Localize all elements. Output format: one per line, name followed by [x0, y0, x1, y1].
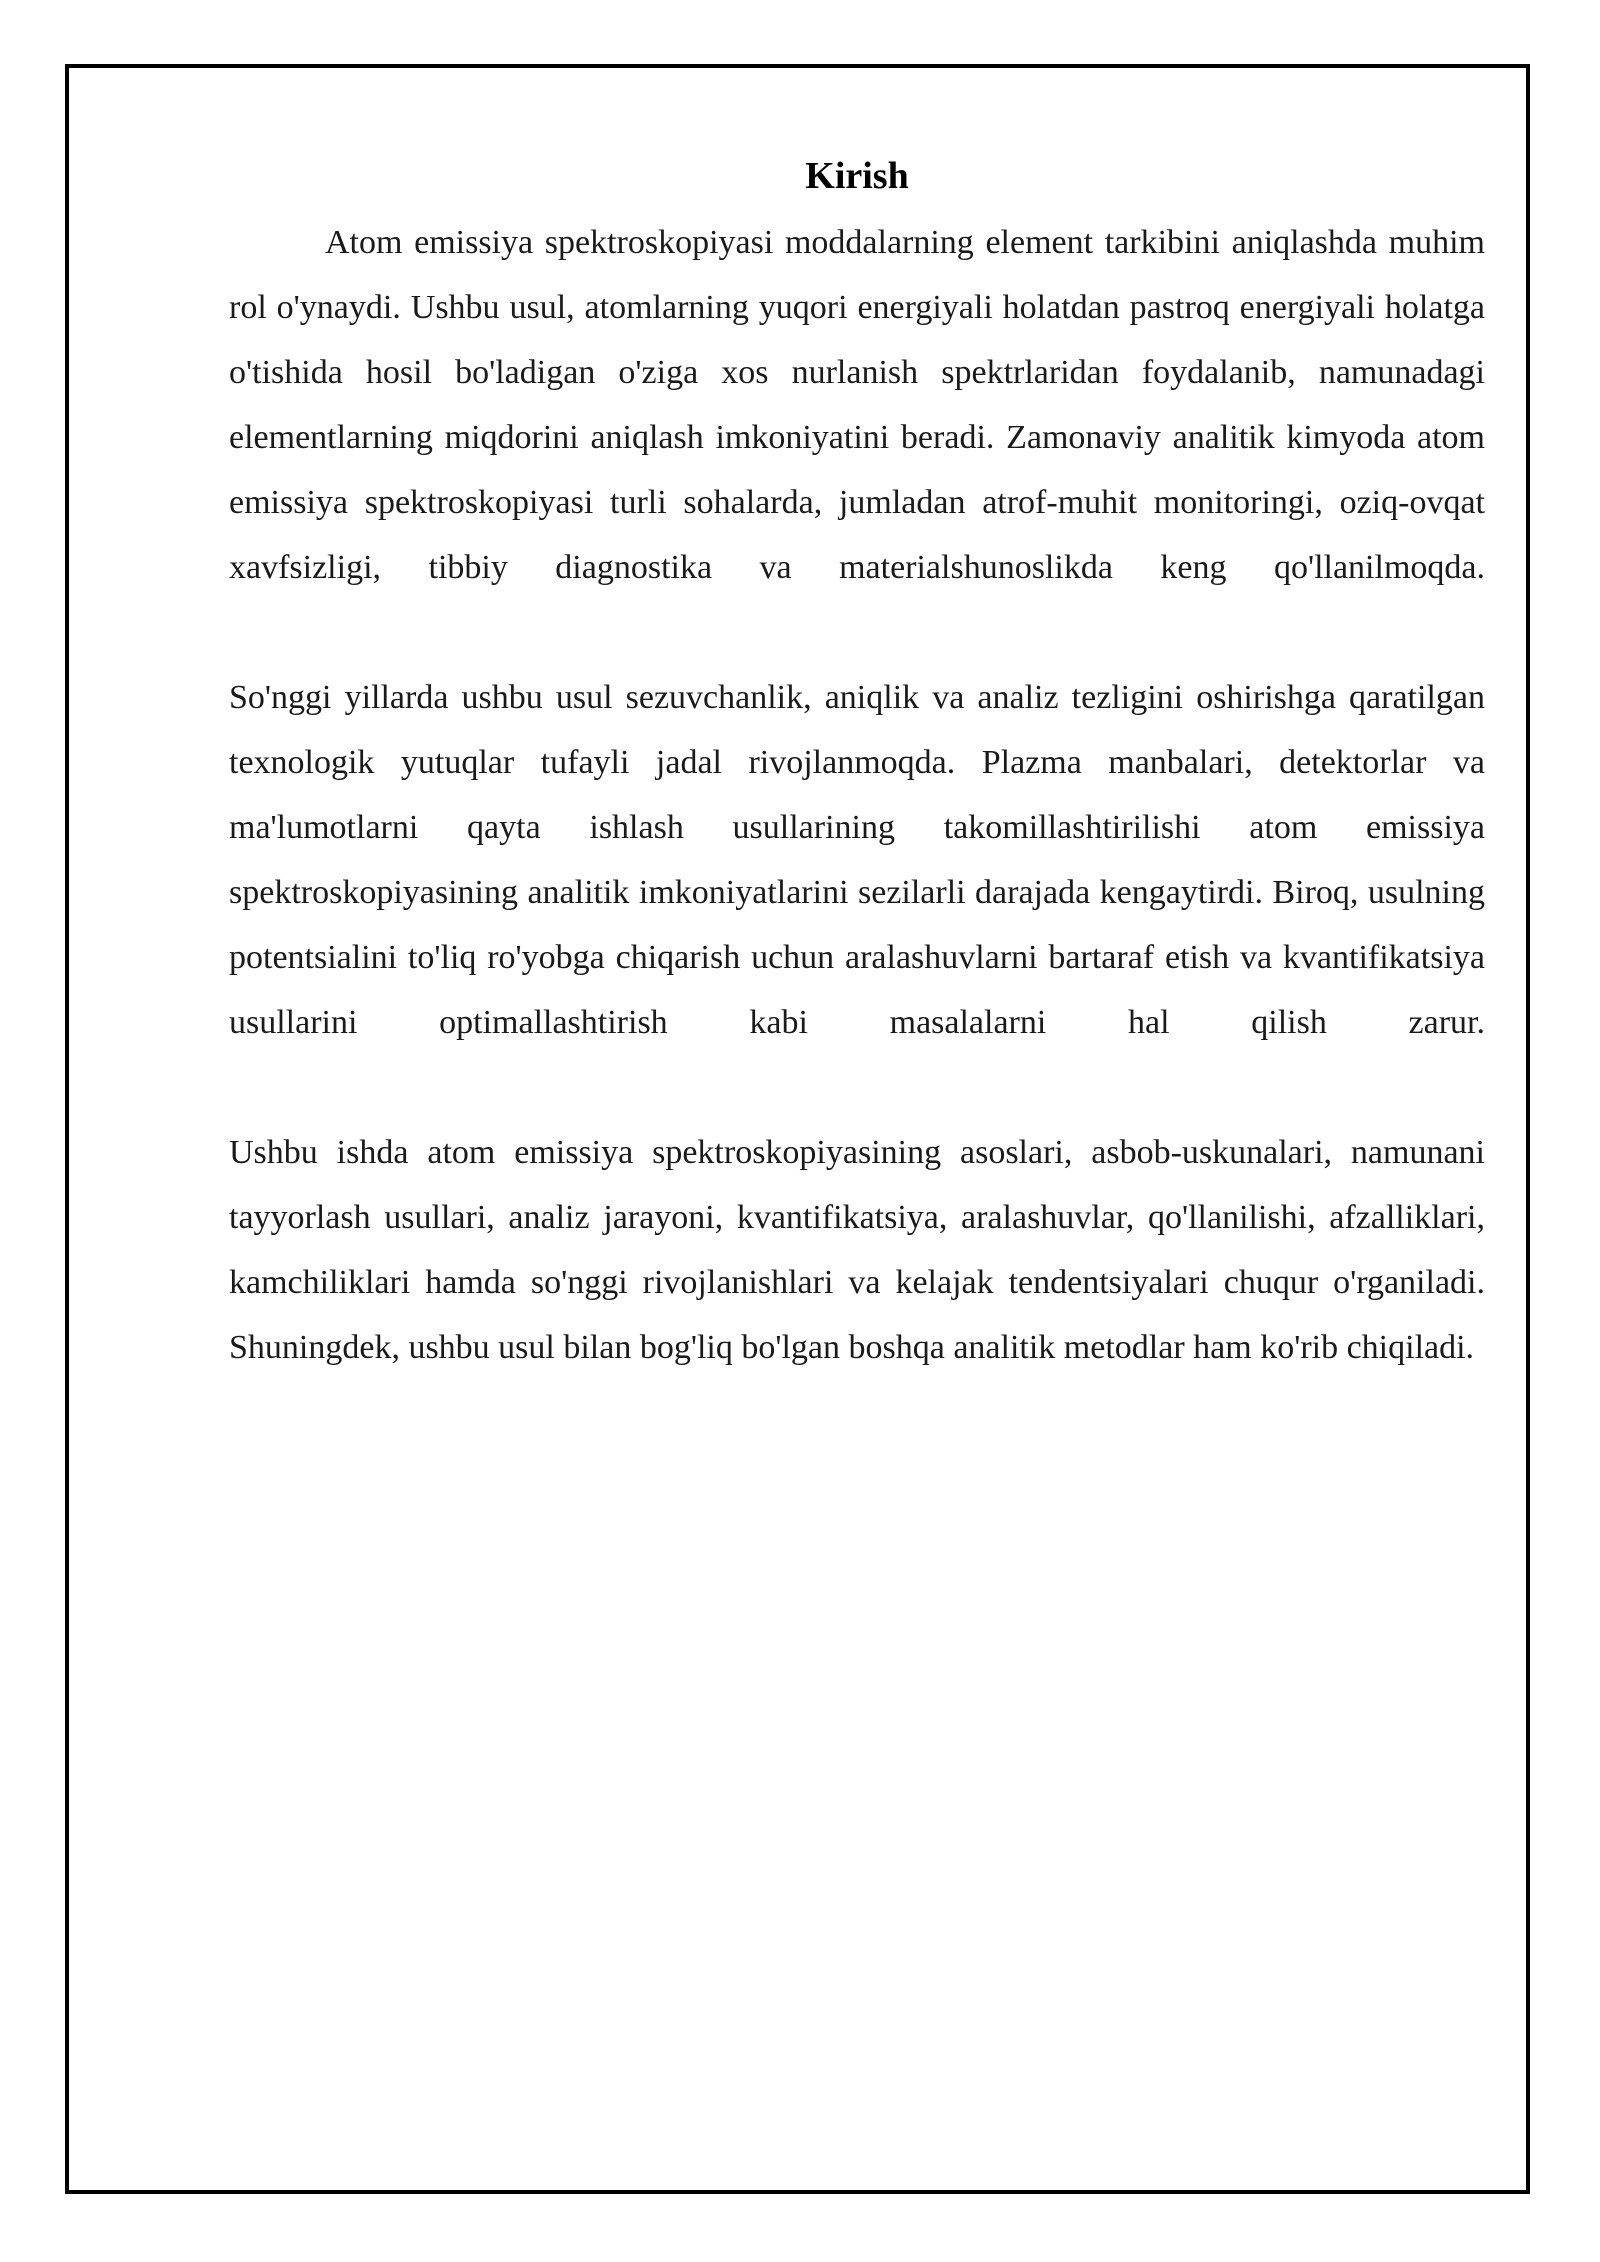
paragraph-scope: Ushbu ishda atom emissiya spektroskopiyasining asoslari, asbob-uskunalari, namunani tayyorlash usullari, analiz jarayoni, kvantifikatsiya, aralashuvlar, qo'llanilishi, afzalliklari, kamchiliklari hamda so'nggi rivojlanishlari va kelajak tendentsiyalari chuqur o'rganiladi. Shuningdek, ushbu usul bilan bog'liq bo'lgan boshqa analitik metodlar ham ko'rib chiqiladi. [229, 1134, 1485, 1366]
document-title: Kirish [805, 155, 909, 197]
paragraph-spacer [229, 600, 1485, 665]
paragraph-recent-developments: So'nggi yillarda ushbu usul sezuvchanlik, aniqlik va analiz tezligini oshirishga qaratilgan texnologik yutuqlar tufayli jadal rivojlanmoqda. Plazma manbalari, detektorlar va ma'lumotlarni qayta ishlash usullarining takomillashtirilishi atom emissiya spektroskopiyasining analitik imkoniyatlarini sezilarli darajada kengaytirdi. Biroq, usulning potentsialini to'liq ro'yobga chiqarish uchun aralashuvlarni bartaraf etish va kvantifikatsiya usullarini optimallashtirish kabi masalalarni hal qilish zarur. [229, 679, 1485, 1041]
paragraph-spacer [229, 1055, 1485, 1120]
document-body [229, 148, 1485, 1380]
paragraph-intro: Atom emissiya spektroskopiyasi moddalarning element tarkibini aniqlashda muhim rol o'ynaydi. Ushbu usul, atomlarning yuqori energiyali holatdan pastroq energiyali holatga o'tishida hosil bo'ladigan o'ziga xos nurlanish spektrlaridan foydalanib, namunadagi elementlarning miqdorini aniqlash imkoniyatini beradi. Zamonaviy analitik kimyoda atom emissiya spektroskopiyasi turli sohalarda, jumladan atrof-muhit monitoringi, oziq-ovqat xavfsizligi, tibbiy diagnostika va materialshunoslikda keng qo'llanilmoqda. [229, 224, 1485, 586]
